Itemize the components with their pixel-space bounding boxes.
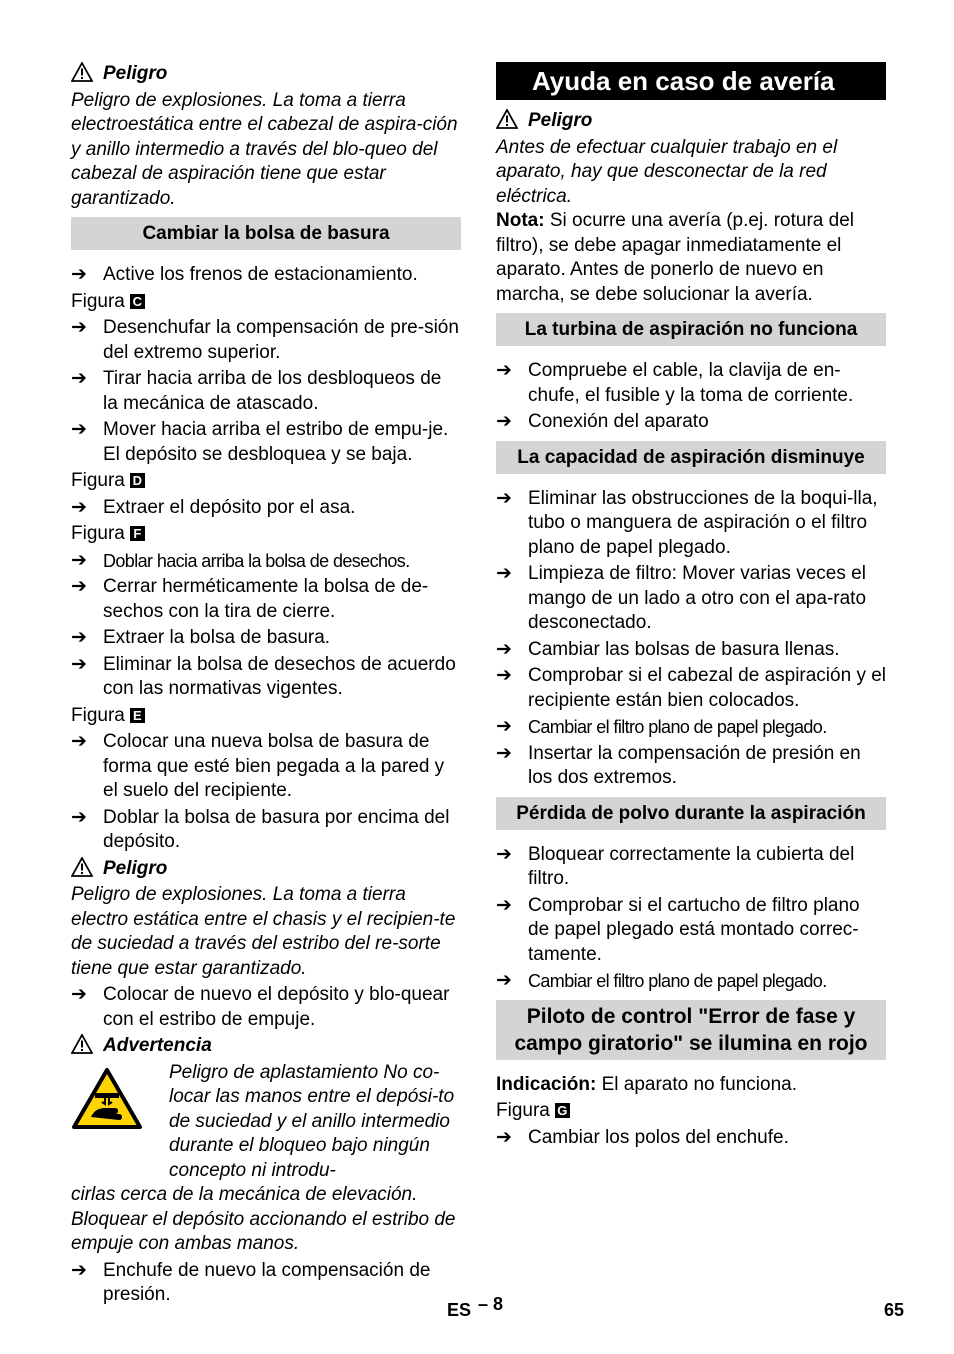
arrow-icon: ➔: [496, 843, 512, 865]
section-heading: La capacidad de aspiración disminuye: [496, 441, 886, 474]
arrow-icon: ➔: [71, 806, 87, 828]
warning-triangle-icon: [71, 1034, 93, 1054]
danger-text: Peligro de explosiones. La toma a tierra electroestática entre el cabezal de aspira-ción y anillo intermedio a través del blo-queo del cabezal de aspiración tiene que estar garantizado.: [71, 89, 458, 209]
arrow-icon: ➔: [496, 638, 512, 660]
danger-heading: Peligro: [496, 109, 886, 134]
arrow-icon: ➔: [71, 653, 87, 675]
list-item: ➔ Compruebe el cable, la clavija de en-chufe, el fusible y la toma de corriente.: [496, 359, 886, 408]
arrow-icon: ➔: [496, 360, 512, 381]
arrow-icon: ➔: [71, 264, 87, 285]
figure-reference: Figura E: [71, 704, 461, 729]
list-item: ➔ Doblar la bolsa de basura por encima del depósito.: [71, 806, 461, 855]
list-item: ➔ Bloquear correctamente la cubierta del filtro.: [496, 843, 886, 892]
list-item: ➔ Colocar una nueva bolsa de basura de forma que esté bien pegada a la pared y el suelo del recipiente.: [71, 730, 461, 804]
page-number: 65: [884, 1300, 905, 1320]
hand-crush-hazard-icon: [71, 1067, 143, 1131]
footer-section-page: – 8: [478, 1294, 504, 1314]
arrow-icon: ➔: [496, 563, 512, 584]
list-item: ➔ Active los frenos de estacionamiento.: [71, 263, 461, 288]
list-item: ➔ Cerrar herméticamente la bolsa de de-sechos con la tira de cierre.: [71, 575, 461, 624]
list-item: ➔ Enchufe de nuevo la compensación de presión.: [71, 1259, 461, 1308]
list-item: ➔ Eliminar las obstrucciones de la boqui-lla, tubo o manguera de aspiración o el filtro plano de papel plegado.: [496, 487, 886, 561]
section-heading: Cambiar la bolsa de basura: [71, 217, 461, 250]
arrow-icon: ➔: [71, 419, 87, 440]
list-item: ➔ Limpieza de filtro: Mover varias veces el mango de un lado a otro con el apa-rato desconectado.: [496, 562, 886, 636]
indication-paragraph: Indicación: El aparato no funciona.: [496, 1073, 797, 1095]
arrow-icon: ➔: [71, 984, 87, 1005]
danger-heading: Peligro: [71, 857, 461, 882]
arrow-icon: ➔: [496, 411, 512, 432]
list-item: ➔ Conexión del aparato: [496, 410, 886, 435]
right-column: [496, 62, 886, 1152]
arrow-icon: ➔: [496, 665, 512, 686]
left-column: [71, 62, 461, 1310]
figure-reference: Figura C: [71, 290, 461, 315]
danger-heading: Peligro: [71, 62, 461, 87]
warning-triangle-icon: [496, 109, 518, 129]
figure-reference: Figura F: [71, 522, 461, 547]
section-heading: Pérdida de polvo durante la aspiración: [496, 797, 886, 830]
arrow-icon: ➔: [496, 742, 512, 764]
caution-text: Peligro de aplastamiento No co-locar las manos entre el depósi-to de suciedad y el anillo intermedio durante el bloqueo bajo ningún concepto ni introdu-: [169, 1061, 455, 1181]
figure-letter-icon: F: [130, 526, 145, 541]
list-item: ➔ Desenchufar la compensación de pre-sión del extremo superior.: [71, 316, 461, 365]
note-paragraph: Nota: Si ocurre una avería (p.ej. rotura del filtro), se debe apagar inmediatamente el aparato. Antes de ponerlo de nuevo en marcha, se debe solucionar la avería.: [496, 210, 854, 305]
list-item: ➔ Tirar hacia arriba de los desbloqueos de la mecánica de atascado.: [71, 367, 461, 416]
arrow-icon: ➔: [71, 496, 87, 518]
arrow-icon: ➔: [71, 1259, 87, 1281]
list-item: ➔ Insertar la compensación de presión en los dos extremos.: [496, 742, 886, 791]
list-item: ➔ Comprobar si el cartucho de filtro plano de papel plegado está montado correc-tamente.: [496, 894, 886, 968]
section-heading: Piloto de control "Error de fase y campo giratorio" se ilumina en rojo: [496, 1000, 886, 1060]
section-heading: La turbina de aspiración no funciona: [496, 313, 886, 346]
arrow-icon: ➔: [71, 368, 87, 389]
list-item: ➔ Comprobar si el cabezal de aspiración y el recipiente están bien colocados.: [496, 664, 886, 713]
crush-warning-block: [71, 1061, 461, 1184]
list-item: ➔ Colocar de nuevo el depósito y blo-quear con el estribo de empuje.: [71, 983, 461, 1032]
arrow-icon: ➔: [496, 1126, 512, 1148]
arrow-icon: ➔: [71, 731, 87, 752]
list-item: ➔ Doblar hacia arriba la bolsa de desechos.: [71, 549, 461, 574]
list-item: ➔ Extraer el depósito por el asa.: [71, 496, 461, 521]
warning-triangle-icon: [71, 857, 93, 877]
list-item: ➔ Cambiar el filtro plano de papel plegado.: [496, 715, 886, 740]
figure-reference: Figura G: [496, 1099, 886, 1124]
arrow-icon: ➔: [496, 894, 512, 916]
footer-language: ES – 8: [447, 1294, 504, 1320]
list-item: ➔ Cambiar el filtro plano de papel plegado.: [496, 969, 886, 994]
list-item: ➔ Mover hacia arriba el estribo de empu-je. El depósito se desbloquea y se baja.: [71, 418, 461, 467]
arrow-icon: ➔: [71, 576, 87, 597]
caution-heading: Advertencia: [71, 1034, 461, 1059]
figure-letter-icon: E: [130, 708, 145, 723]
danger-text: Antes de efectuar cualquier trabajo en el aparato, hay que desconectar de la red eléctrica.: [496, 136, 838, 207]
arrow-icon: ➔: [496, 716, 512, 737]
arrow-icon: ➔: [71, 627, 87, 648]
list-item: ➔ Cambiar las bolsas de basura llenas.: [496, 638, 886, 663]
arrow-icon: ➔: [71, 317, 87, 338]
figure-letter-icon: C: [130, 294, 145, 309]
figure-letter-icon: D: [130, 473, 145, 488]
arrow-icon: ➔: [496, 970, 512, 991]
list-item: ➔ Eliminar la bolsa de desechos de acuerdo con las normativas vigentes.: [71, 653, 461, 702]
danger-text: Peligro de explosiones. La toma a tierra electro estática entre el chasis y el recipien-te de suciedad a través del estribo del re-sorte tiene que estar garantizado.: [71, 884, 456, 979]
figure-letter-icon: G: [555, 1103, 570, 1118]
list-item: ➔ Cambiar los polos del enchufe.: [496, 1126, 886, 1151]
arrow-icon: ➔: [71, 549, 87, 571]
arrow-icon: ➔: [496, 487, 512, 509]
chapter-title: Ayuda en caso de avería: [496, 62, 886, 100]
caution-text-continued: cirlas cerca de la mecánica de elevación. Bloquear el depósito accionando el estribo de empuje con ambas manos.: [71, 1184, 456, 1254]
warning-triangle-icon: [71, 62, 93, 82]
list-item: ➔ Extraer la bolsa de basura.: [71, 626, 461, 651]
figure-reference: Figura D: [71, 469, 461, 494]
